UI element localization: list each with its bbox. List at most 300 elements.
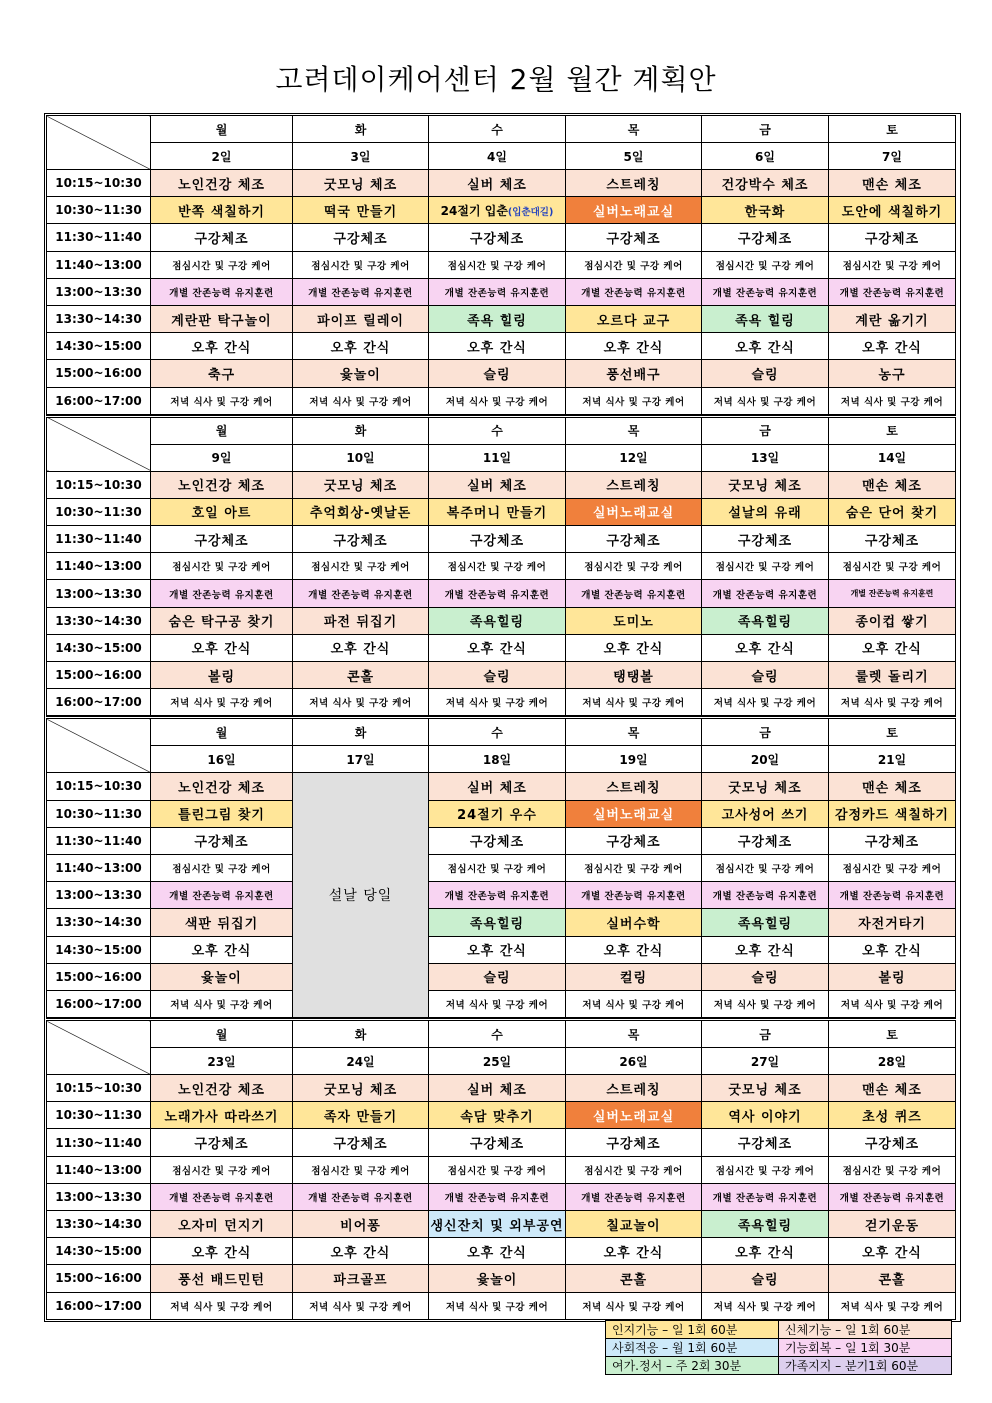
time-slot: 11:30~11:40 (47, 1129, 151, 1156)
day-header: 월 (151, 718, 293, 746)
activity-cell: 저녁 식사 및 구강 케어 (566, 990, 702, 1017)
activity-cell: 저녁 식사 및 구강 케어 (829, 990, 956, 1017)
day-header: 수 (429, 718, 566, 746)
table-row (47, 471, 956, 498)
activity-cell: 점심시간 및 구강 케어 (829, 1156, 956, 1183)
table-row (47, 1238, 956, 1265)
activity-cell: 족자 만들기 (293, 1102, 429, 1129)
activity-cell: 오후 간식 (702, 1238, 829, 1265)
table-row (47, 662, 956, 689)
legend-family: 가족지지 – 분기1회 60분 (779, 1357, 952, 1375)
activity-cell: 스트레칭 (566, 170, 702, 197)
activity-cell: 개별 잔존능력 유지훈련 (829, 278, 956, 305)
day-header: 화 (293, 116, 429, 143)
activity-cell: 저녁 식사 및 구강 케어 (429, 1292, 566, 1319)
activity-cell: 굿모닝 체조 (702, 471, 829, 498)
activity-cell: 윷놀이 (293, 360, 429, 387)
table-row (47, 251, 956, 278)
holiday-cell: 설날 당일 (293, 773, 429, 1018)
table-row (47, 224, 956, 251)
corner-diagonal-cell (47, 116, 151, 170)
activity-cell: 굿모닝 체조 (293, 471, 429, 498)
table-row (47, 170, 956, 197)
legend-social: 사회적응 – 월 1회 60분 (606, 1339, 779, 1357)
day-header: 월 (151, 416, 293, 444)
activity-cell: 개별 잔존능력 유지훈련 (702, 1183, 829, 1210)
activity-cell: 볼링 (151, 662, 293, 689)
time-slot: 13:30~14:30 (47, 909, 151, 936)
activity-cell: 저녁 식사 및 구강 케어 (429, 990, 566, 1017)
activity-cell: 건강박수 체조 (702, 170, 829, 197)
table-row (47, 526, 956, 553)
time-slot: 16:00~17:00 (47, 387, 151, 414)
activity-cell: 초성 퀴즈 (829, 1102, 956, 1129)
activity-cell: 개별 잔존능력 유지훈련 (429, 278, 566, 305)
time-slot: 11:40~13:00 (47, 251, 151, 278)
activity-cell: 오후 간식 (293, 333, 429, 360)
time-slot: 13:30~14:30 (47, 305, 151, 332)
date-header: 26일 (566, 1048, 702, 1075)
activity-cell: 비어퐁 (293, 1211, 429, 1238)
time-slot: 11:40~13:00 (47, 854, 151, 881)
activity-cell: 오후 간식 (566, 1238, 702, 1265)
activity-cell: 슬링 (429, 963, 566, 990)
activity-cell: 저녁 식사 및 구강 케어 (829, 1292, 956, 1319)
activity-cell: 점심시간 및 구강 케어 (566, 1156, 702, 1183)
activity-cell: 저녁 식사 및 구강 케어 (151, 990, 293, 1017)
time-slot: 14:30~15:00 (47, 333, 151, 360)
activity-cell: 저녁 식사 및 구강 케어 (829, 387, 956, 414)
time-slot: 10:30~11:30 (47, 800, 151, 827)
date-header: 13일 (702, 444, 829, 471)
activity-cell: 숨은 탁구공 찾기 (151, 607, 293, 634)
activity-cell: 저녁 식사 및 구강 케어 (702, 387, 829, 414)
table-row (47, 1129, 956, 1156)
activity-cell: 숨은 단어 찾기 (829, 498, 956, 525)
date-header: 16일 (151, 746, 293, 773)
table-row (47, 1265, 956, 1292)
activity-cell: 구강체조 (566, 526, 702, 553)
date-header: 14일 (829, 444, 956, 471)
activity-cell: 저녁 식사 및 구강 케어 (151, 689, 293, 716)
activity-cell: 한국화 (702, 197, 829, 224)
activity-cell: 노인건강 체조 (151, 471, 293, 498)
day-header: 화 (293, 718, 429, 746)
activity-cell: 풍선배구 (566, 360, 702, 387)
activity-cell: 저녁 식사 및 구강 케어 (829, 689, 956, 716)
activity-cell: 점심시간 및 구강 케어 (829, 251, 956, 278)
activity-cell: 파전 뒤집기 (293, 607, 429, 634)
activity-cell: 개별 잔존능력 유지훈련 (293, 278, 429, 305)
time-slot: 16:00~17:00 (47, 990, 151, 1017)
time-slot: 13:00~13:30 (47, 1183, 151, 1210)
activity-cell: 호일 아트 (151, 498, 293, 525)
time-slot: 13:00~13:30 (47, 278, 151, 305)
activity-cell: 점심시간 및 구강 케어 (151, 251, 293, 278)
activity-cell: 구강체조 (829, 1129, 956, 1156)
activity-cell: 실버 체조 (429, 1075, 566, 1102)
activity-cell: 룰렛 돌리기 (829, 662, 956, 689)
activity-cell: 점심시간 및 구강 케어 (566, 553, 702, 580)
activity-cell: 구강체조 (829, 526, 956, 553)
activity-cell: 슬링 (702, 360, 829, 387)
activity-cell: 축구 (151, 360, 293, 387)
date-header: 12일 (566, 444, 702, 471)
activity-cell: 떡국 만들기 (293, 197, 429, 224)
activity-cell: 볼링 (829, 963, 956, 990)
activity-cell: 개별 잔존능력 유지훈련 (151, 1183, 293, 1210)
activity-cell: 족욕힐링 (702, 607, 829, 634)
activity-cell: 오후 간식 (429, 634, 566, 661)
table-row (47, 1102, 956, 1129)
table-row (47, 580, 956, 607)
activity-cell: 개별 잔존능력 유지훈련 (429, 1183, 566, 1210)
table-row (47, 689, 956, 716)
activity-cell: 점심시간 및 구강 케어 (429, 553, 566, 580)
table-row (47, 1292, 956, 1319)
activity-cell: 구강체조 (429, 224, 566, 251)
week-table (46, 1018, 956, 1320)
date-header: 17일 (293, 746, 429, 773)
activity-cell: 실버노래교실 (566, 800, 702, 827)
activity-cell: 오후 간식 (151, 634, 293, 661)
time-slot: 11:30~11:40 (47, 526, 151, 553)
activity-cell: 구강체조 (829, 224, 956, 251)
activity-cell: 저녁 식사 및 구강 케어 (293, 689, 429, 716)
activity-cell: 점심시간 및 구강 케어 (702, 854, 829, 881)
time-slot: 10:15~10:30 (47, 1075, 151, 1102)
activity-cell: 점심시간 및 구강 케어 (829, 854, 956, 881)
time-slot: 15:00~16:00 (47, 662, 151, 689)
activity-cell: 굿모닝 체조 (293, 1075, 429, 1102)
activity-cell: 설날의 유래 (702, 498, 829, 525)
activity-cell: 개별 잔존능력 유지훈련 (429, 882, 566, 909)
activity-cell: 구강체조 (829, 827, 956, 854)
time-slot: 10:15~10:30 (47, 471, 151, 498)
activity-cell: 저녁 식사 및 구강 케어 (151, 1292, 293, 1319)
date-header: 28일 (829, 1048, 956, 1075)
activity-cell: 개별 잔존능력 유지훈련 (151, 278, 293, 305)
day-header: 금 (702, 718, 829, 746)
day-header: 수 (429, 1020, 566, 1048)
time-slot: 14:30~15:00 (47, 1238, 151, 1265)
activity-cell: 구강체조 (151, 224, 293, 251)
activity-cell: 저녁 식사 및 구강 케어 (702, 1292, 829, 1319)
table-row (47, 197, 956, 224)
activity-cell: 저녁 식사 및 구강 케어 (151, 387, 293, 414)
activity-cell: 오후 간식 (702, 634, 829, 661)
activity-cell: 칠교놀이 (566, 1211, 702, 1238)
activity-cell: 농구 (829, 360, 956, 387)
activity-cell: 점심시간 및 구강 케어 (151, 1156, 293, 1183)
activity-cell: 슬링 (702, 1265, 829, 1292)
time-slot: 13:00~13:30 (47, 882, 151, 909)
date-header: 5일 (566, 143, 702, 170)
activity-cell: 오후 간식 (702, 333, 829, 360)
activity-cell: 노인건강 체조 (151, 170, 293, 197)
activity-cell: 구강체조 (702, 526, 829, 553)
table-row (47, 1183, 956, 1210)
activity-cell: 오후 간식 (429, 1238, 566, 1265)
table-row (47, 333, 956, 360)
time-slot: 13:30~14:30 (47, 607, 151, 634)
activity-cell: 오후 간식 (293, 634, 429, 661)
activity-cell: 개별 잔존능력 유지훈련 (566, 580, 702, 607)
activity-cell: 맨손 체조 (829, 170, 956, 197)
activity-cell: 오후 간식 (702, 936, 829, 963)
activity-cell: 실버수학 (566, 909, 702, 936)
activity-cell: 구강체조 (566, 1129, 702, 1156)
date-header: 27일 (702, 1048, 829, 1075)
activity-cell: 컬링 (566, 963, 702, 990)
legend-rehab: 기능회복 – 일 1회 30분 (779, 1339, 952, 1357)
activity-cell: 슬링 (702, 662, 829, 689)
activity-cell: 맨손 체조 (829, 1075, 956, 1102)
activity-cell: 구강체조 (429, 827, 566, 854)
time-slot: 10:15~10:30 (47, 773, 151, 800)
table-row (47, 990, 956, 1017)
page-title: 고려데이케어센터 2월 월간 계획안 (275, 63, 717, 96)
activity-cell: 감정카드 색칠하기 (829, 800, 956, 827)
activity-cell: 점심시간 및 구강 케어 (429, 251, 566, 278)
date-header: 11일 (429, 444, 566, 471)
time-slot: 14:30~15:00 (47, 634, 151, 661)
activity-cell: 점심시간 및 구강 케어 (566, 251, 702, 278)
activity-cell: 점심시간 및 구강 케어 (429, 1156, 566, 1183)
schedule-container (44, 113, 961, 1322)
activity-cell: 개별 잔존능력 유지훈련 (151, 580, 293, 607)
activity-cell: 오후 간식 (829, 333, 956, 360)
activity-cell: 저녁 식사 및 구강 케어 (566, 387, 702, 414)
day-header: 목 (566, 1020, 702, 1048)
activity-cell: 저녁 식사 및 구강 케어 (702, 990, 829, 1017)
activity-cell: 개별 잔존능력 유지훈련 (151, 882, 293, 909)
time-slot: 11:30~11:40 (47, 224, 151, 251)
activity-cell: 틀린그림 찾기 (151, 800, 293, 827)
day-header: 월 (151, 1020, 293, 1048)
activity-cell: 도미노 (566, 607, 702, 634)
activity-cell: 슬링 (429, 662, 566, 689)
table-row (47, 773, 956, 800)
date-header: 21일 (829, 746, 956, 773)
activity-cell: 오자미 던지기 (151, 1211, 293, 1238)
activity-cell: 오후 간식 (151, 333, 293, 360)
day-header: 토 (829, 718, 956, 746)
time-slot: 11:40~13:00 (47, 553, 151, 580)
activity-cell: 개별 잔존능력 유지훈련 (829, 580, 956, 607)
table-row (47, 360, 956, 387)
activity-cell: 저녁 식사 및 구강 케어 (566, 689, 702, 716)
date-header: 7일 (829, 143, 956, 170)
activity-cell: 점심시간 및 구강 케어 (293, 1156, 429, 1183)
activity-cell: 속담 맞추기 (429, 1102, 566, 1129)
activity-cell: 24절기 입춘(입춘대길) (429, 197, 566, 224)
activity-cell: 종이컵 쌓기 (829, 607, 956, 634)
activity-cell: 구강체조 (293, 1129, 429, 1156)
activity-cell: 오후 간식 (566, 936, 702, 963)
day-header: 수 (429, 416, 566, 444)
legend-cognitive: 인지기능 – 일 1회 60분 (606, 1321, 779, 1339)
activity-cell: 구강체조 (429, 1129, 566, 1156)
activity-cell: 저녁 식사 및 구강 케어 (429, 689, 566, 716)
activity-cell: 오후 간식 (429, 936, 566, 963)
table-row (47, 854, 956, 881)
time-slot: 13:00~13:30 (47, 580, 151, 607)
activity-cell: 노인건강 체조 (151, 1075, 293, 1102)
activity-cell: 구강체조 (151, 827, 293, 854)
activity-cell: 개별 잔존능력 유지훈련 (566, 1183, 702, 1210)
week-table (46, 415, 956, 717)
date-header: 25일 (429, 1048, 566, 1075)
day-header: 목 (566, 116, 702, 143)
time-slot: 10:15~10:30 (47, 170, 151, 197)
activity-note: (입춘대길) (507, 206, 554, 218)
activity-cell: 추억회상-옛날돈 (293, 498, 429, 525)
activity-cell: 오후 간식 (829, 936, 956, 963)
activity-cell: 개별 잔존능력 유지훈련 (293, 1183, 429, 1210)
activity-cell: 맨손 체조 (829, 471, 956, 498)
time-slot: 10:30~11:30 (47, 1102, 151, 1129)
week-table (46, 115, 956, 415)
activity-cell: 구강체조 (151, 1129, 293, 1156)
table-row (47, 1075, 956, 1102)
activity-cell: 개별 잔존능력 유지훈련 (829, 882, 956, 909)
activity-cell: 콘홀 (293, 662, 429, 689)
activity-cell: 실버 체조 (429, 471, 566, 498)
activity-cell: 탱탱볼 (566, 662, 702, 689)
activity-cell: 실버 체조 (429, 773, 566, 800)
table-row (47, 800, 956, 827)
day-header: 토 (829, 1020, 956, 1048)
time-slot: 15:00~16:00 (47, 1265, 151, 1292)
table-row (47, 827, 956, 854)
day-header: 금 (702, 1020, 829, 1048)
activity-cell: 노래가사 따라쓰기 (151, 1102, 293, 1129)
activity-cell: 오후 간식 (429, 333, 566, 360)
activity-cell: 걷기운동 (829, 1211, 956, 1238)
activity-cell: 구강체조 (293, 224, 429, 251)
activity-cell: 구강체조 (702, 1129, 829, 1156)
time-slot: 16:00~17:00 (47, 1292, 151, 1319)
activity-cell: 색판 뒤집기 (151, 909, 293, 936)
activity-cell: 콘홀 (829, 1265, 956, 1292)
table-row (47, 553, 956, 580)
activity-cell: 개별 잔존능력 유지훈련 (702, 882, 829, 909)
activity-cell: 점심시간 및 구강 케어 (293, 251, 429, 278)
time-slot: 10:30~11:30 (47, 197, 151, 224)
corner-diagonal-cell (47, 1020, 151, 1075)
activity-cell: 고사성어 쓰기 (702, 800, 829, 827)
activity-cell: 스트레칭 (566, 773, 702, 800)
activity-cell: 굿모닝 체조 (702, 1075, 829, 1102)
activity-cell: 실버노래교실 (566, 498, 702, 525)
day-header: 금 (702, 116, 829, 143)
table-row (47, 882, 956, 909)
activity-cell: 개별 잔존능력 유지훈련 (429, 580, 566, 607)
legend-table (605, 1320, 952, 1375)
activity-cell: 구강체조 (566, 224, 702, 251)
activity-cell: 오후 간식 (151, 1238, 293, 1265)
time-slot: 16:00~17:00 (47, 689, 151, 716)
activity-cell: 스트레칭 (566, 471, 702, 498)
time-slot: 11:30~11:40 (47, 827, 151, 854)
day-header: 토 (829, 416, 956, 444)
corner-diagonal-cell (47, 416, 151, 471)
activity-cell: 실버노래교실 (566, 197, 702, 224)
activity-cell: 파이프 릴레이 (293, 305, 429, 332)
date-header: 4일 (429, 143, 566, 170)
activity-cell: 실버노래교실 (566, 1102, 702, 1129)
activity-cell: 오후 간식 (293, 1238, 429, 1265)
date-header: 19일 (566, 746, 702, 773)
day-header: 토 (829, 116, 956, 143)
activity-cell: 족욕 힐링 (702, 305, 829, 332)
date-header: 2일 (151, 143, 293, 170)
day-header: 화 (293, 1020, 429, 1048)
table-row (47, 305, 956, 332)
activity-cell: 개별 잔존능력 유지훈련 (293, 580, 429, 607)
activity-cell: 점심시간 및 구강 케어 (293, 553, 429, 580)
activity-cell: 생신잔치 및 외부공연 (429, 1211, 566, 1238)
legend-physical: 신체기능 – 일 1회 60분 (779, 1321, 952, 1339)
activity-cell: 윷놀이 (429, 1265, 566, 1292)
activity-cell: 오후 간식 (829, 634, 956, 661)
table-row (47, 607, 956, 634)
activity-cell: 맨손 체조 (829, 773, 956, 800)
activity-cell: 저녁 식사 및 구강 케어 (293, 1292, 429, 1319)
activity-cell: 개별 잔존능력 유지훈련 (566, 278, 702, 305)
corner-diagonal-cell (47, 718, 151, 773)
activity-cell: 점심시간 및 구강 케어 (702, 553, 829, 580)
activity-cell: 족욕힐링 (429, 607, 566, 634)
week-table (46, 716, 956, 1018)
activity-cell: 족욕 힐링 (429, 305, 566, 332)
activity-cell: 슬링 (429, 360, 566, 387)
activity-cell: 족욕힐링 (702, 909, 829, 936)
activity-cell: 점심시간 및 구강 케어 (151, 553, 293, 580)
time-slot: 15:00~16:00 (47, 360, 151, 387)
table-row (47, 963, 956, 990)
activity-cell: 콘홀 (566, 1265, 702, 1292)
table-row (47, 1211, 956, 1238)
activity-cell: 저녁 식사 및 구강 케어 (293, 387, 429, 414)
activity-cell: 저녁 식사 및 구강 케어 (566, 1292, 702, 1319)
table-row (47, 634, 956, 661)
date-header: 9일 (151, 444, 293, 471)
activity-cell: 슬링 (702, 963, 829, 990)
activity-cell: 구강체조 (566, 827, 702, 854)
activity-cell: 구강체조 (702, 827, 829, 854)
date-header: 18일 (429, 746, 566, 773)
legend-leisure: 여가.정서 – 주 2회 30분 (606, 1357, 779, 1375)
activity-cell: 구강체조 (151, 526, 293, 553)
date-header: 20일 (702, 746, 829, 773)
table-row (47, 278, 956, 305)
table-row (47, 387, 956, 414)
activity-cell: 점심시간 및 구강 케어 (566, 854, 702, 881)
activity-cell: 역사 이야기 (702, 1102, 829, 1129)
activity-cell: 24절기 우수 (429, 800, 566, 827)
activity-cell: 저녁 식사 및 구강 케어 (429, 387, 566, 414)
day-header: 화 (293, 416, 429, 444)
date-header: 23일 (151, 1048, 293, 1075)
activity-cell: 오후 간식 (566, 333, 702, 360)
activity-cell: 점심시간 및 구강 케어 (151, 854, 293, 881)
activity-cell: 저녁 식사 및 구강 케어 (702, 689, 829, 716)
activity-cell: 노인건강 체조 (151, 773, 293, 800)
time-slot: 15:00~16:00 (47, 963, 151, 990)
date-header: 10일 (293, 444, 429, 471)
